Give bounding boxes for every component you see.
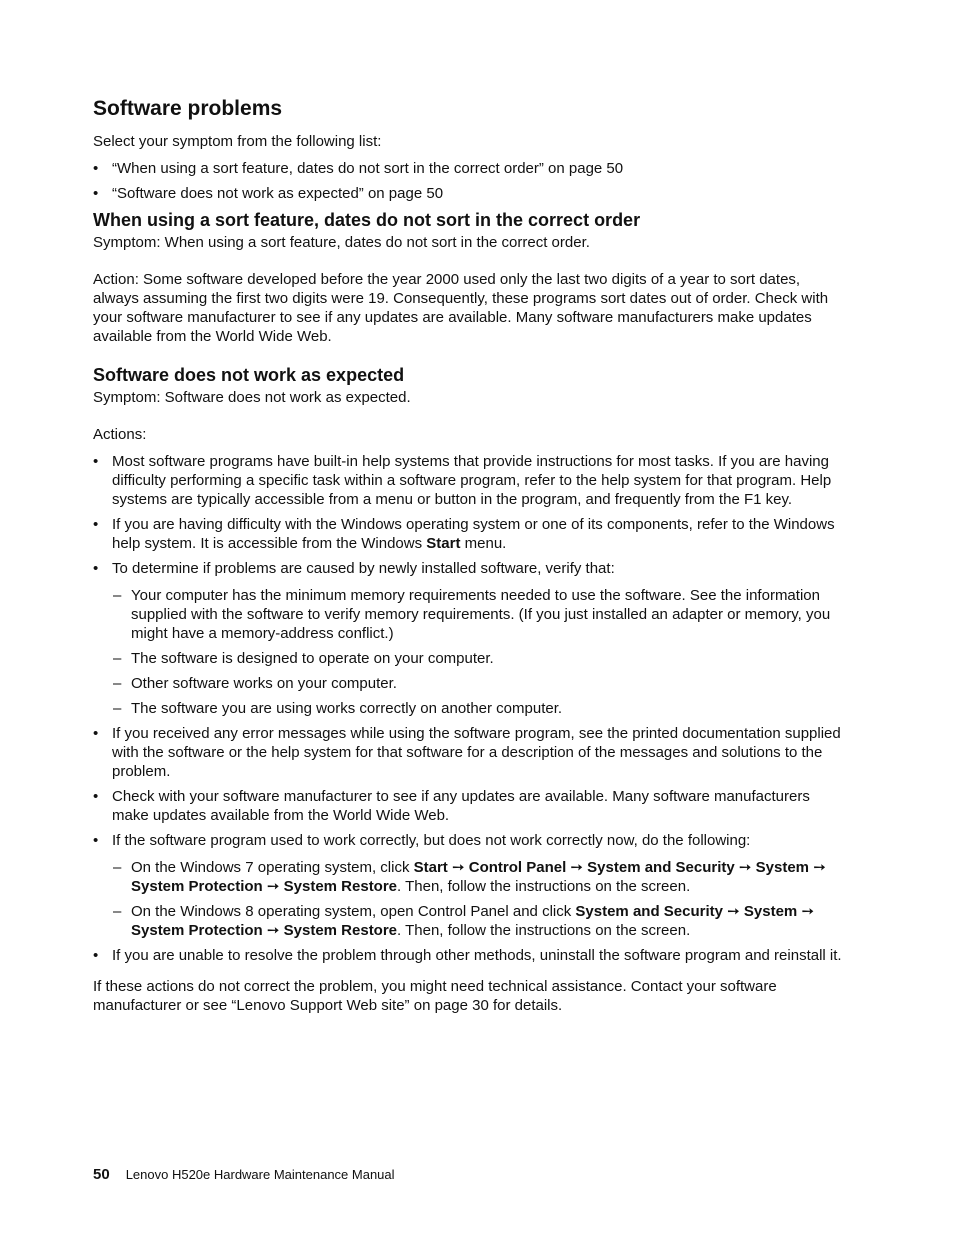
- verify-item-another-computer: – The software you are using works correctly on another computer.: [112, 699, 845, 718]
- verify-item-other-software: – Other software works on your computer.: [112, 674, 845, 693]
- arrow-icon: ➙: [570, 859, 583, 876]
- symptom-list: [93, 159, 845, 203]
- restore-windows-8: – On the Windows 8 operating system, open Control Panel and click System and Security ➙ System ➙ System Protection ➙ System Restore. Then, follow the instructions on the screen.: [112, 902, 845, 940]
- actions-label: Actions:: [93, 426, 147, 443]
- page-number: 50: [93, 1166, 110, 1183]
- manual-title: Lenovo H520e Hardware Maintenance Manual: [125, 1167, 395, 1182]
- verify-sublist: [112, 586, 845, 718]
- restore-sublist: [112, 858, 845, 940]
- arrow-icon: ➙: [266, 878, 280, 895]
- action-system-restore: • If the software program used to work correctly, but does not work correctly now, do the following: – On the Windows 7 operating system, click Start ➙ Control Panel ➙ System and Security ➙ System ➙ System Protection ➙ System Restore. Then, follow the instructions on the screen. – On the Windows 8 operating system, open Control Panel and click System and Security ➙ System ➙ System Protection ➙ System Restore. Then, follow the instructions on the screen.: [93, 831, 845, 940]
- sort-symptom: Symptom: When using a sort feature, dates do not sort in the correct order.: [93, 234, 590, 251]
- verify-item-designed: – The software is designed to operate on your computer.: [112, 649, 845, 668]
- section-heading-software: Software does not work as expected: [93, 365, 405, 385]
- page-footer: [93, 1166, 395, 1184]
- action-error-messages: • If you received any error messages while using the software program, see the printed documentation supplied with the software or the help system for that software for a description of the messages and solutions to the problem.: [93, 724, 845, 781]
- action-windows-help: • If you are having difficulty with the Windows operating system or one of its components, refer to the Windows help system. It is accessible from the Windows Start menu.: [93, 515, 845, 553]
- arrow-icon: ➙: [266, 922, 280, 939]
- restore-windows-7: – On the Windows 7 operating system, click Start ➙ Control Panel ➙ System and Security ➙ System ➙ System Protection ➙ System Restore. Then, follow the instructions on the screen.: [112, 858, 845, 896]
- verify-item-memory: – Your computer has the minimum memory requirements needed to use the software. See the information supplied with the software to verify memory requirements. (If you just installed an adapter or memory, you might have a memory-address conflict.): [112, 586, 845, 643]
- action-verify-new-software: • To determine if problems are caused by newly installed software, verify that: – Your computer has the minimum memory requirements needed to use the software. See the information supplied with the software to verify memory requirements. (If you just installed an adapter or memory, you might have a memory-address conflict.) – The software is designed to operate on your computer. – Other software works on your computer. – The software you are using works correctly on another computer.: [93, 559, 845, 718]
- document-page: [93, 96, 845, 1015]
- action-uninstall: • If you are unable to resolve the problem through other methods, uninstall the software program and reinstall it.: [93, 946, 845, 965]
- start-menu-term: Start: [426, 535, 461, 552]
- page-title: Software problems: [93, 97, 283, 120]
- arrow-icon: ➙: [813, 859, 826, 876]
- arrow-icon: ➙: [451, 859, 465, 876]
- arrow-icon: ➙: [738, 859, 752, 876]
- intro-text: Select your symptom from the following list:: [93, 133, 382, 150]
- sort-action: Action: Some software developed before the year 2000 used only the last two digits of a year to sort dates, always assuming the first two digits were 19. Consequently, these programs sort dates out of order. Check with your software manufacturer to see if any updates are available. Many software manufacturers make updates available from the World Wide Web.: [93, 271, 829, 345]
- symptom-link-sort[interactable]: • “When using a sort feature, dates do not sort in the correct order” on page 50: [93, 159, 845, 178]
- symptom-link-software[interactable]: • “Software does not work as expected” on page 50: [93, 184, 845, 203]
- action-check-updates: • Check with your software manufacturer to see if any updates are available. Many software manufacturers make updates available from the World Wide Web.: [93, 787, 845, 825]
- actions-list: [93, 452, 845, 965]
- arrow-icon: ➙: [801, 903, 815, 920]
- closing-text: If these actions do not correct the problem, you might need technical assistance. Contact your software manufacturer or see “Lenovo Support Web site” on page 30 for details.: [93, 978, 777, 1014]
- action-help-systems: • Most software programs have built-in help systems that provide instructions for most tasks. If you are having difficulty performing a specific task within a software program, refer to the help system for that program. Help systems are typically accessible from a menu or button in the program, and frequently from the F1 key.: [93, 452, 845, 509]
- section-heading-sort: When using a sort feature, dates do not sort in the correct order: [93, 210, 641, 230]
- software-symptom: Symptom: Software does not work as expected.: [93, 389, 411, 406]
- arrow-icon: ➙: [727, 903, 740, 920]
